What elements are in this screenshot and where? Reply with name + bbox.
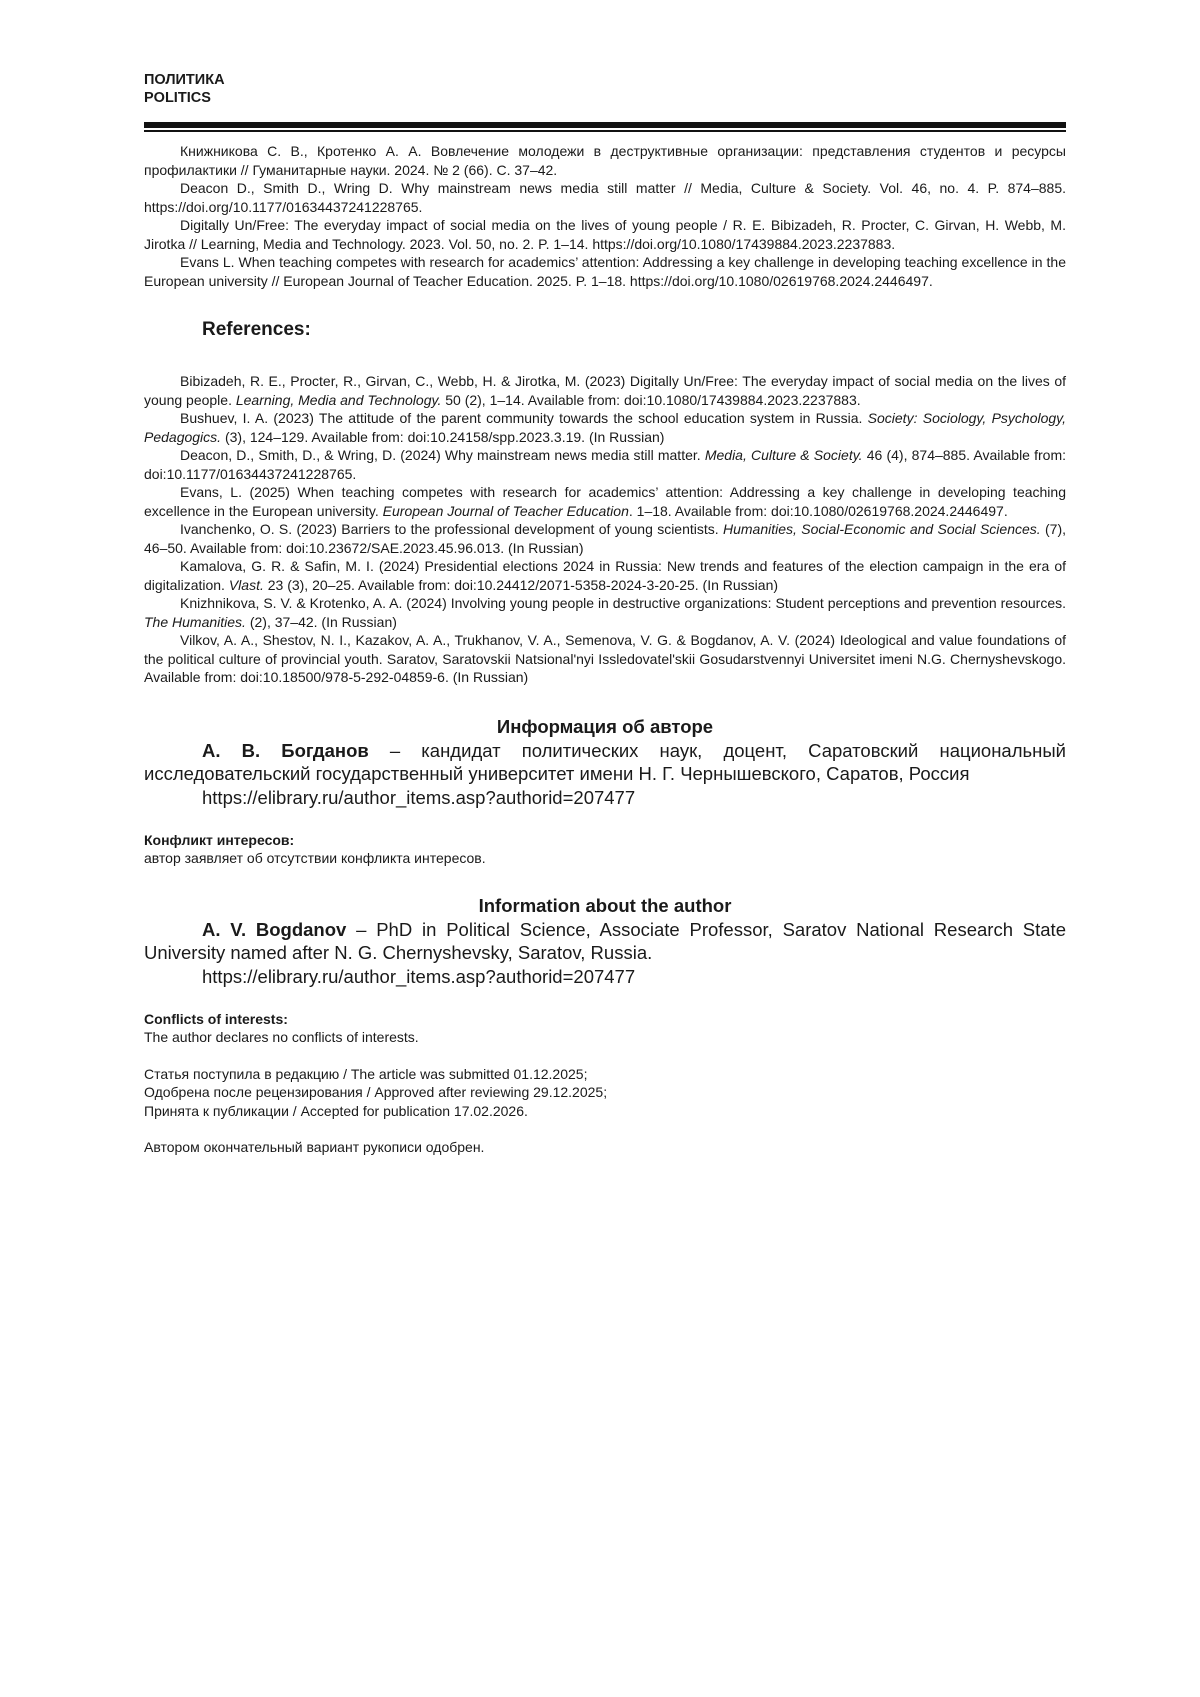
page-content xyxy=(144,142,1066,1157)
reference-entry xyxy=(144,483,1066,520)
author-link-en[interactable]: https://elibrary.ru/author_items.asp?authorid=207477 xyxy=(202,965,636,987)
date-submitted: Статья поступила в редакцию / The article was submitted 01.12.2025; xyxy=(144,1065,588,1082)
reference-text: Kamalova, G. R. & Safin, M. I. (2024) Presidential elections 2024 in Russia: New trends and features of the election campaign in the era of digitalization. xyxy=(144,558,1066,593)
conflict-text-ru: автор заявляет об отсутствии конфликта интересов. xyxy=(144,850,486,866)
conflict-text-en: The author declares no conflicts of interests. xyxy=(144,1029,419,1045)
author-info-heading-ru: Информация об авторе xyxy=(496,715,714,737)
reference-text: Bushuev, I. A. (2023) The attitude of the parent community towards the school education system in Russia. xyxy=(180,410,868,426)
reference-text: Deacon, D., Smith, D., & Wring, D. (2024) Why mainstream news media still matter. xyxy=(180,447,705,463)
running-header xyxy=(144,71,225,107)
author-link-ru[interactable]: https://elibrary.ru/author_items.asp?authorid=207477 xyxy=(202,786,636,808)
author-desc-ru: – кандидат политических наук, доцент, Саратовский национальный исследовательский государственный университет имени Н. Г. Чернышевского, Саратов, Россия xyxy=(144,739,1066,784)
author-name-en: A. V. Bogdanov xyxy=(202,918,347,940)
reference-source: Society: Sociology, Psychology, Pedagogics. xyxy=(144,410,1067,445)
reference-text: (7), 46–50. Available from: doi:10.23672/SAE.2023.45.96.013. (In Russian) xyxy=(144,521,1066,556)
reference-text: Knizhnikova, S. V. & Krotenko, A. A. (2024) Involving young people in destructive organizations: Student perceptions and prevention resources. xyxy=(180,595,1066,611)
header-title-ru: ПОЛИТИКА xyxy=(144,72,225,88)
reference-source: Humanities, Social-Economic and Social Sciences. xyxy=(722,521,1041,537)
conflict-heading-en: Conflicts of interests: xyxy=(144,1011,288,1027)
bib-entry: Deacon D., Smith D., Wring D. Why mainstream news media still matter // Media, Culture & Society. Vol. 46, no. 4. P. 874–885. https://doi.org/10.1177/01634437241228765. xyxy=(144,180,1066,215)
bibliography-ru xyxy=(144,142,1066,290)
reference-entry xyxy=(144,409,1066,446)
reference-text: Vilkov, A. A., Shestov, N. I., Kazakov, A. A., Trukhanov, V. A., Semenova, V. G. & Bogdanov, A. V. (2024) Ideological and value foundations of the political culture of provincial youth. Saratov, Saratovskii Natsional'nyi Issledovatel'skii Gosudarstvennyi Universitet imeni N.G. Chernyshevskogo. Available from: doi:10.18500/978-5-292-04859-6. (In Russian) xyxy=(144,632,1066,685)
header-title-en: POLITICS xyxy=(144,90,211,106)
reference-source: European Journal of Teacher Education xyxy=(382,502,629,519)
reference-text: (2), 37–42. (In Russian) xyxy=(245,613,397,630)
reference-text: 50 (2), 1–14. Available from: doi:10.1080/17439884.2023.2237883. xyxy=(441,391,861,408)
reference-entry xyxy=(144,372,1066,409)
reference-source: Learning, Media and Technology. xyxy=(235,391,442,408)
header-rule-thin xyxy=(144,130,1066,132)
author-info-heading-en: Information about the author xyxy=(478,894,732,916)
date-approved: Одобрена после рецензирования / Approved after reviewing 29.12.2025; xyxy=(144,1084,608,1100)
header-rule-thick xyxy=(144,122,1066,128)
reference-source: Vlast. xyxy=(228,576,264,593)
reference-entry xyxy=(144,594,1066,631)
author-info-en xyxy=(144,918,1066,965)
references-heading: References: xyxy=(202,319,311,340)
author-desc-en: – PhD in Political Science, Associate Professor, Saratov National Research State University named after N. G. Chernyshevsky, Saratov, Russia. xyxy=(144,918,1066,963)
references-list xyxy=(144,372,1066,687)
reference-source: Media, Culture & Society. xyxy=(704,447,863,463)
reference-source: The Humanities. xyxy=(144,613,246,630)
reference-text: 46 (4), 874–885. Available from: doi:10.1177/01634437241228765. xyxy=(144,447,1067,482)
author-info-ru xyxy=(144,739,1066,786)
reference-text: Evans, L. (2025) When teaching competes with research for academics’ attention: Addressing a key challenge in developing teaching excellence in the European university. xyxy=(144,484,1066,519)
reference-entry xyxy=(144,520,1066,557)
reference-entry xyxy=(144,446,1066,483)
reference-text: Ivanchenko, O. S. (2023) Barriers to the professional development of young scientists. xyxy=(180,521,723,537)
reference-text: 23 (3), 20–25. Available from: doi:10.24412/2071-5358-2024-3-20-25. (In Russian) xyxy=(263,576,779,593)
reference-entry xyxy=(144,557,1066,594)
bib-entry: Evans L. When teaching competes with research for academics’ attention: Addressing a key challenge in developing teaching excellence in the European university // European Journal of Teacher Education. 2025. P. 1–18. https://doi.org/10.1080/02619768.2024.2446497. xyxy=(144,254,1066,289)
author-name-ru: А. В. Богданов xyxy=(202,739,369,761)
reference-entry xyxy=(144,631,1066,687)
bib-entry: Книжникова С. В., Кротенко А. А. Вовлечение молодежи в деструктивные организации: представления студентов и ресурсы профилактики // Гуманитарные науки. 2024. № 2 (66). С. 37–42. xyxy=(144,143,1066,178)
reference-text: . 1–18. Available from: doi:10.1080/02619768.2024.2446497. xyxy=(628,502,1008,519)
date-accepted: Принята к публикации / Accepted for publication 17.02.2026. xyxy=(144,1102,528,1119)
reference-text: Bibizadeh, R. E., Procter, R., Girvan, C., Webb, H. & Jirotka, M. (2023) Digitally Un/Free: The everyday impact of social media on the lives of young people. xyxy=(144,373,1066,408)
conflict-heading-ru: Конфликт интересов: xyxy=(144,832,295,848)
bib-entry: Digitally Un/Free: The everyday impact of social media on the lives of young people / R. E. Bibizadeh, R. Procter, C. Girvan, H. Webb, M. Jirotka // Learning, Media and Technology. 2023. Vol. 50, no. 2. P. 1–14. https://doi.org/10.1080/17439884.2023.2237883. xyxy=(144,217,1066,252)
final-approval-note: Автором окончательный вариант рукописи одобрен. xyxy=(144,1139,485,1155)
reference-text: (3), 124–129. Available from: doi:10.24158/spp.2023.3.19. (In Russian) xyxy=(221,428,665,445)
